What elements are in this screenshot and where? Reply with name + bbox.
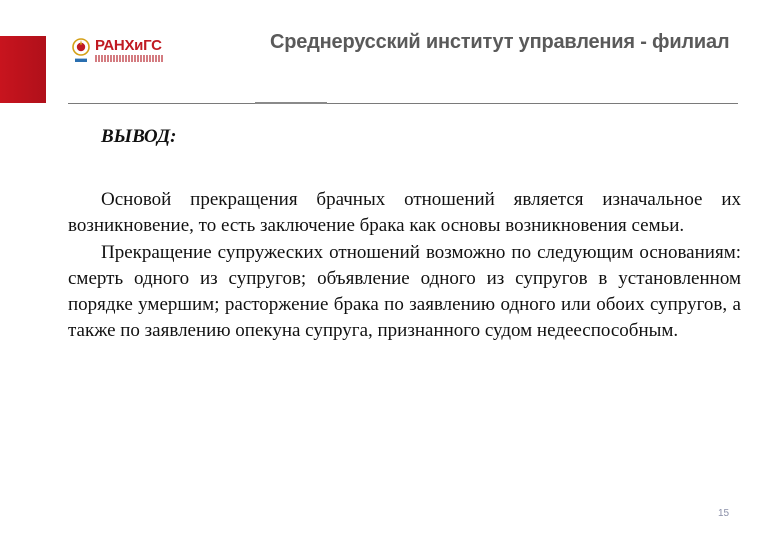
institute-title: Среднерусский институт управления - филиал	[270, 31, 730, 53]
emblem-icon	[70, 36, 92, 64]
logo-subtitle-graphic	[95, 55, 163, 62]
paragraph: Прекращение супружеских отношений возможно по следующим основаниям: смерть одного из супругов; объявление одного из супругов в установленном порядке умершим; расторжение брака по заявлению одного или обоих супругов, а также по заявлению опекуна супруга, признанного судом недееспособным.	[68, 241, 741, 342]
header-divider-accent	[255, 102, 327, 104]
header-divider	[68, 103, 738, 104]
paragraph: Основой прекращения брачных отношений является изначальное их возникновение, то есть заключение брака как основы возникновения семьи.	[68, 189, 741, 237]
logo-text: РАНХиГС	[95, 37, 162, 54]
slide-heading: ВЫВОД:	[101, 126, 177, 147]
page-number: 15	[718, 508, 730, 519]
slide-body	[68, 187, 741, 345]
ranepa-logo	[70, 34, 170, 66]
red-accent-block	[0, 36, 46, 103]
